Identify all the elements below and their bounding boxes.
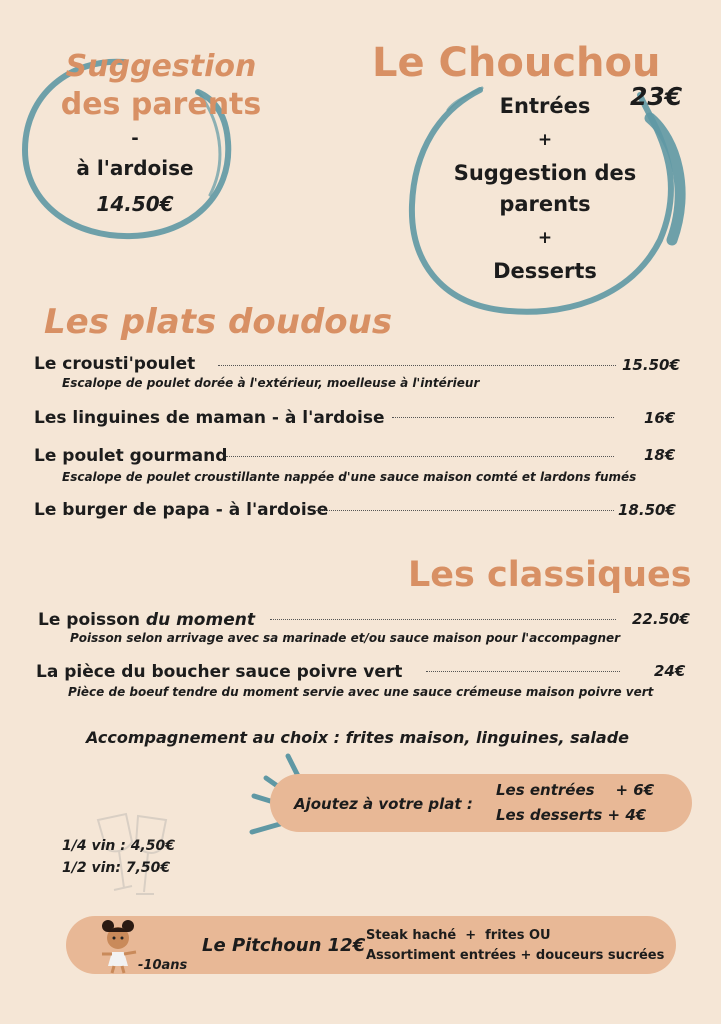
classiques-heading: Les classiques: [408, 555, 692, 595]
suggestion-title-line2: des parents: [60, 87, 262, 122]
dish-burger-papa: Le burger de papa - à l'ardoise: [34, 500, 329, 520]
dish-poisson-prefix: Le poisson: [38, 610, 146, 630]
suggestion-dash: -: [131, 128, 139, 149]
suggestion-title: [30, 48, 292, 124]
chouchou-menu: [425, 92, 665, 287]
dish-piece-boucher: La pièce du boucher sauce poivre vert: [36, 662, 403, 682]
chouchou-price: 23€: [630, 82, 683, 111]
accompagnement-text: Accompagnement au choix : frites maison, linguines, salade: [86, 728, 630, 747]
dish-crousti-poulet: Le crousti'poulet: [34, 354, 196, 374]
pitchoun-line1: Steak haché + frites OU: [366, 928, 551, 943]
desc-poisson: Poisson selon arrivage avec sa marinade et/ou sauce maison pour l'accompagner: [70, 631, 621, 645]
desc-crousti-poulet: Escalope de poulet dorée à l'extérieur, moelleuse à l'intérieur: [62, 376, 480, 390]
extras-desserts: Les desserts + 4€: [496, 806, 647, 824]
chouchou-title: Le Chouchou: [372, 40, 661, 86]
dotted-leader: [226, 456, 614, 457]
dotted-leader: [270, 619, 616, 620]
price-poulet-gourmand: 18€: [644, 446, 676, 464]
chouchou-line-parents: parents: [499, 192, 591, 216]
dish-poisson-italic: du moment: [145, 610, 255, 630]
wine-glasses-icon: [86, 808, 186, 908]
dish-linguines: Les linguines de maman - à l'ardoise: [34, 408, 385, 428]
pitchoun-age: -10ans: [138, 958, 188, 973]
desc-piece-boucher: Pièce de boeuf tendre du moment servie avec une sauce crémeuse maison poivre vert: [68, 685, 654, 699]
dish-poisson: [38, 610, 255, 630]
price-crousti-poulet: 15.50€: [622, 356, 680, 374]
dish-poulet-gourmand: Le poulet gourmand: [34, 446, 228, 466]
suggestion-subtitle: à l'ardoise: [76, 156, 194, 180]
suggestion-title-line1: Suggestion: [65, 49, 257, 84]
chouchou-plus-2: +: [537, 228, 553, 248]
chouchou-plus-1: +: [537, 130, 553, 150]
chouchou-line-desserts: Desserts: [493, 259, 597, 283]
price-burger-papa: 18.50€: [618, 501, 676, 519]
pitchoun-line2: Assortiment entrées + douceurs sucrées: [366, 948, 665, 963]
extras-label: Ajoutez à votre plat :: [294, 795, 473, 813]
price-piece-boucher: 24€: [654, 662, 686, 680]
child-icon: [98, 918, 142, 974]
extras-entrees: Les entrées + 6€: [496, 781, 655, 799]
dotted-leader: [426, 671, 620, 672]
price-poisson: 22.50€: [632, 610, 690, 628]
vin-half: 1/2 vin: 7,50€: [62, 860, 171, 876]
pitchoun-title: Le Pitchoun 12€: [202, 935, 366, 956]
dotted-leader: [316, 510, 614, 511]
dotted-leader: [392, 417, 614, 418]
price-linguines: 16€: [644, 409, 676, 427]
vin-quarter: 1/4 vin : 4,50€: [62, 838, 175, 854]
dotted-leader: [218, 365, 616, 366]
suggestion-price: 14.50€: [96, 192, 174, 216]
chouchou-line-entrees: Entrées: [499, 94, 591, 118]
chouchou-line-suggestion: Suggestion des: [453, 161, 637, 185]
plats-doudous-heading: Les plats doudous: [44, 302, 393, 342]
desc-poulet-gourmand: Escalope de poulet croustillante nappée d'une sauce maison comté et lardons fumés: [62, 470, 637, 484]
